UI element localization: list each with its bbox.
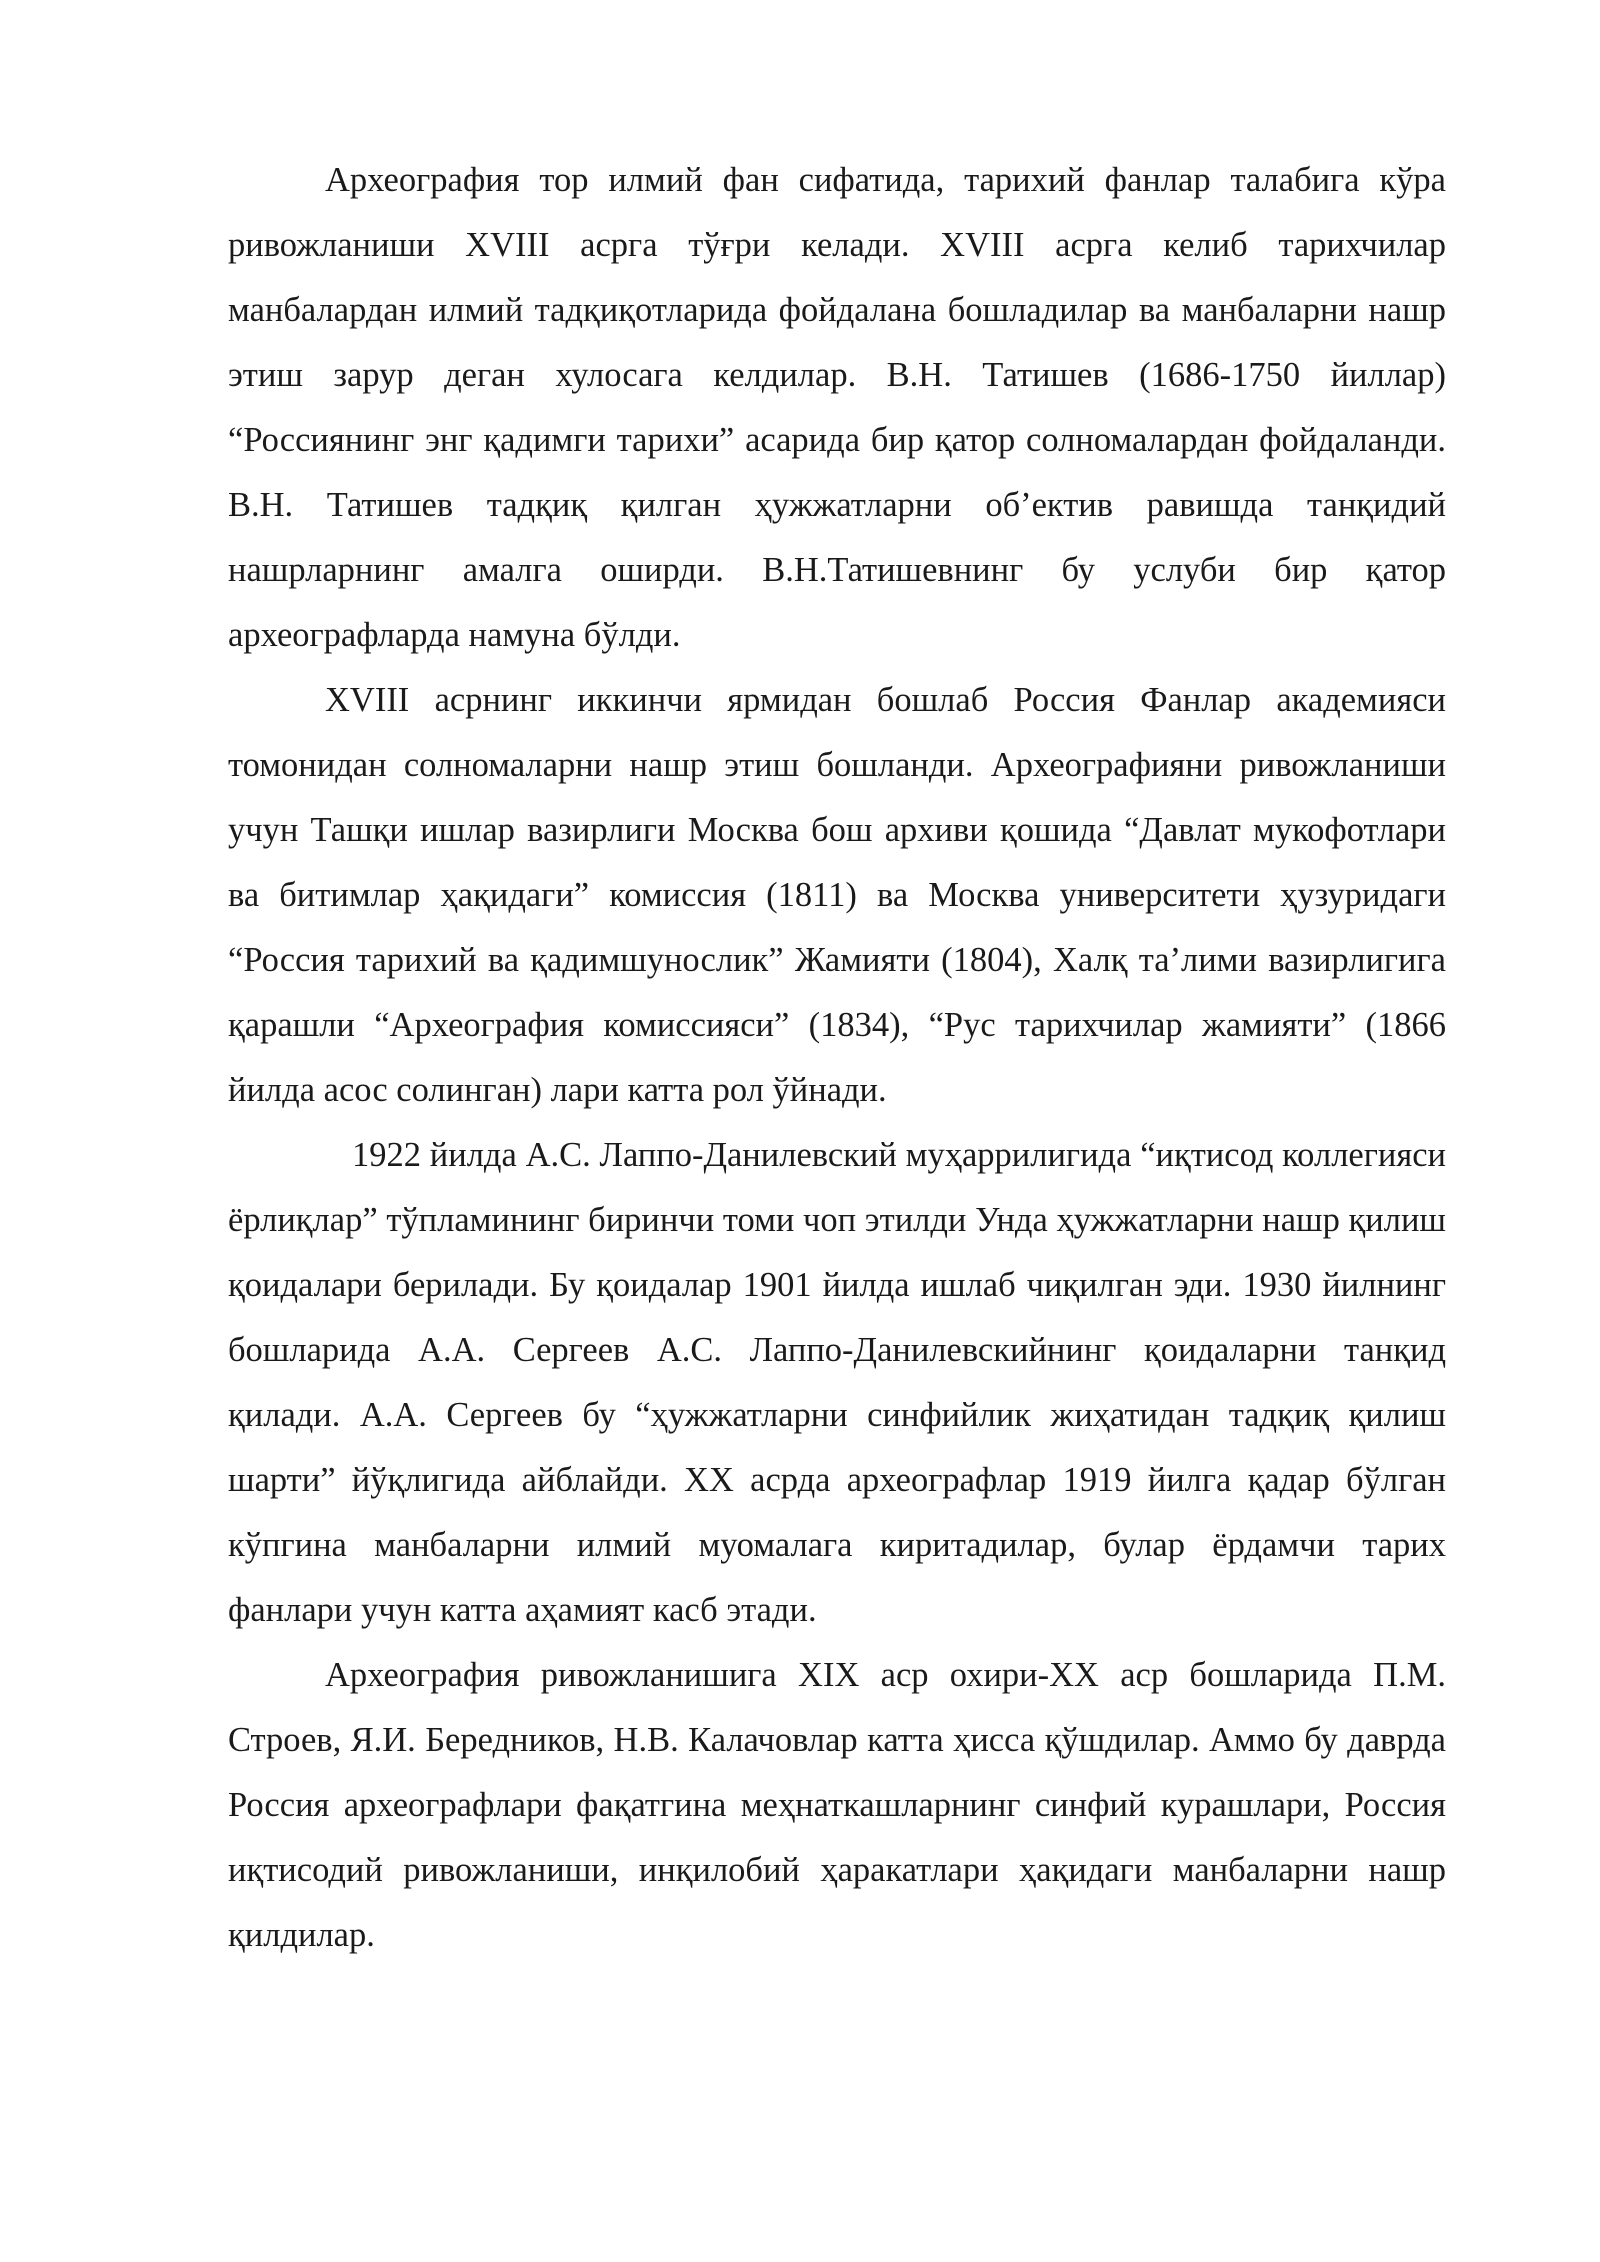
document-page — [228, 148, 1446, 1968]
paragraph-2: XVIII асрнинг иккинчи ярмидан бошлаб Россия Фанлар академияси томонидан солномаларни нашр этиш бошланди. Археографияни ривожланиши учун Ташқи ишлар вазирлиги Москва бош архиви қошида “Давлат мукофотлари ва битимлар ҳақидаги” комиссия (1811) ва Москва университети ҳузуридаги “Россия тарихий ва қадимшунослик” Жамияти (1804), Халқ та’лими вазирлигига қарашли “Археография комиссияси” (1834), “Рус тарихчилар жамияти” (1866 йилда асос солинган) лари катта рол ўйнади. — [228, 681, 1446, 1109]
paragraph-1: Археография тор илмий фан сифатида, тарихий фанлар талабига кўра ривожланиши XVIII асрга тўғри келади. XVIII асрга келиб тарихчилар манбалардан илмий тадқиқотларида фойдалана бошладилар ва манбаларни нашр этиш зарур деган хулосага келдилар. В.Н. Татишев (1686-1750 йиллар) “Россиянинг энг қадимги тарихи” асарида бир қатор солномалардан фойдаланди. В.Н. Татишев тадқиқ қилган ҳужжатларни об’ектив равишда танқидий нашрларнинг амалга оширди. В.Н.Татишевнинг бу услуби бир қатор археографларда намуна бўлди. — [228, 161, 1446, 654]
paragraph-4: Археография ривожланишига XIX аср охири-XX аср бошларида П.М. Строев, Я.И. Бередников, Н.В. Калачовлар катта ҳисса қўшдилар. Аммо бу даврда Россия археографлари фақатгина меҳнаткашларнинг синфий курашлари, Россия иқтисодий ривожланиши, инқилобий ҳаракатлари ҳақидаги манбаларни нашр қилдилар. — [228, 1656, 1446, 1954]
paragraph-3: 1922 йилда А.С. Лаппо-Данилевский муҳаррилигида “иқтисод коллегияси ёрлиқлар” тўпламининг биринчи томи чоп этилди Унда ҳужжатларни нашр қилиш қоидалари берилади. Бу қоидалар 1901 йилда ишлаб чиқилган эди. 1930 йилнинг бошларида А.А. Сергеев А.С. Лаппо-Данилевскийнинг қоидаларни танқид қилади. А.А. Сергеев бу “ҳужжатларни синфийлик жиҳатидан тадқиқ қилиш шарти” йўқлигида айблайди. XX асрда археографлар 1919 йилга қадар бўлган кўпгина манбаларни илмий муомалага киритадилар, булар ёрдамчи тарих фанлари учун катта аҳамият касб этади. — [228, 1136, 1446, 1629]
